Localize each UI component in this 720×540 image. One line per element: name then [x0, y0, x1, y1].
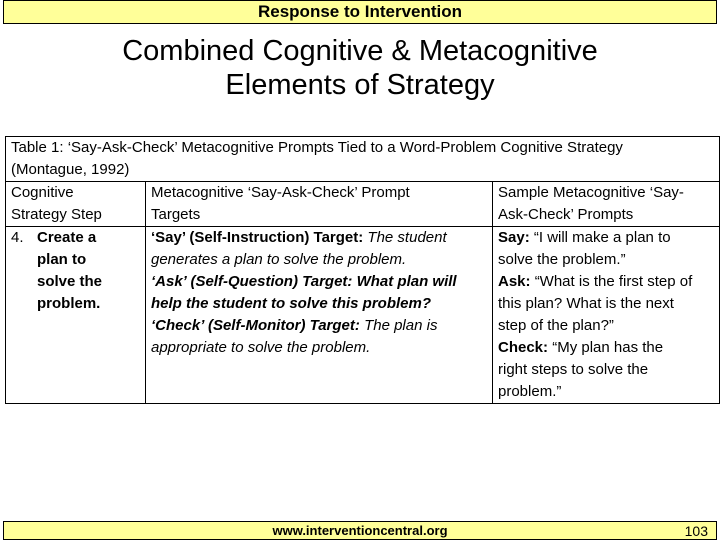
check-target-line-2: appropriate to solve the problem.	[151, 339, 371, 356]
slide-title-line-1: Combined Cognitive & Metacognitive	[122, 35, 598, 67]
check-prompt-label: Check:	[498, 339, 549, 356]
step-text-line: plan to	[37, 251, 87, 268]
table-caption-line-2: (Montague, 1992)	[11, 161, 130, 178]
say-target-text: The student	[367, 229, 447, 246]
ask-prompt-label: Ask:	[498, 273, 531, 290]
table-caption	[6, 137, 720, 182]
column-header-strategy-step	[6, 182, 146, 227]
column-header-text: Ask-Check’ Prompts	[498, 206, 634, 223]
column-header-text: Strategy Step	[11, 206, 102, 223]
table-row	[6, 227, 720, 404]
say-target-line-2: generates a plan to solve the problem.	[151, 251, 407, 268]
page-number: 103	[684, 523, 708, 539]
table-caption-line-1: Table 1: ‘Say-Ask-Check’ Metacognitive Prompts Tied to a Word-Problem Cognitive Strategy	[11, 139, 623, 156]
step-text-line: problem.	[37, 295, 101, 312]
ask-prompt-line-1	[498, 271, 714, 293]
check-prompt-line-3: problem.”	[498, 383, 562, 400]
slide-title	[0, 34, 720, 102]
check-target-text: The plan is	[364, 317, 438, 334]
ask-prompt-text: “What is the first step of	[534, 273, 693, 290]
check-prompt-line-2: right steps to solve the	[498, 361, 649, 378]
table-header-row	[6, 182, 720, 227]
header-banner	[3, 0, 717, 24]
say-prompt-text: “I will make a plan to	[533, 229, 671, 246]
say-target-label: ‘Say’ (Self-Instruction) Target:	[151, 229, 364, 246]
column-header-text: Targets	[151, 206, 201, 223]
column-header-text: Sample Metacognitive ‘Say-	[498, 184, 684, 201]
step-text	[37, 227, 133, 315]
say-prompt-label: Say:	[498, 229, 530, 246]
column-header-text: Cognitive	[11, 184, 74, 201]
ask-prompt-line-3: step of the plan?”	[498, 317, 614, 334]
footer-url: www.interventioncentral.org	[272, 523, 448, 538]
check-target-label: ‘Check’ (Self-Monitor) Target:	[151, 317, 360, 334]
check-prompt-text: “My plan has the	[552, 339, 664, 356]
say-prompt-line-1	[498, 227, 714, 249]
ask-target-line-2: help the student to solve this problem?	[151, 295, 432, 312]
column-header-text: Metacognitive ‘Say-Ask-Check’ Prompt	[151, 184, 410, 201]
say-target-line-1	[151, 227, 487, 249]
table-caption-row	[6, 137, 720, 182]
column-header-sample-prompts	[493, 182, 720, 227]
step-number: 4.	[11, 229, 24, 246]
ask-prompt-line-2: this plan? What is the next	[498, 295, 674, 312]
footer-banner	[3, 521, 717, 540]
step-text-line: solve the	[37, 273, 103, 290]
strategy-table	[5, 136, 720, 404]
prompt-targets-cell	[146, 227, 493, 404]
check-prompt-line-1	[498, 337, 714, 359]
slide-title-line-2: Elements of Strategy	[225, 69, 495, 101]
sample-prompts-cell	[493, 227, 720, 404]
check-target-line-1	[151, 315, 487, 337]
ask-target-label: ‘Ask’ (Self-Question) Target: What plan will	[151, 273, 457, 290]
header-banner-text: Response to Intervention	[257, 2, 463, 21]
say-prompt-line-2: solve the problem.”	[498, 251, 626, 268]
step-text-line: Create a	[37, 229, 97, 246]
column-header-prompt-targets	[146, 182, 493, 227]
strategy-step-cell	[6, 227, 146, 404]
